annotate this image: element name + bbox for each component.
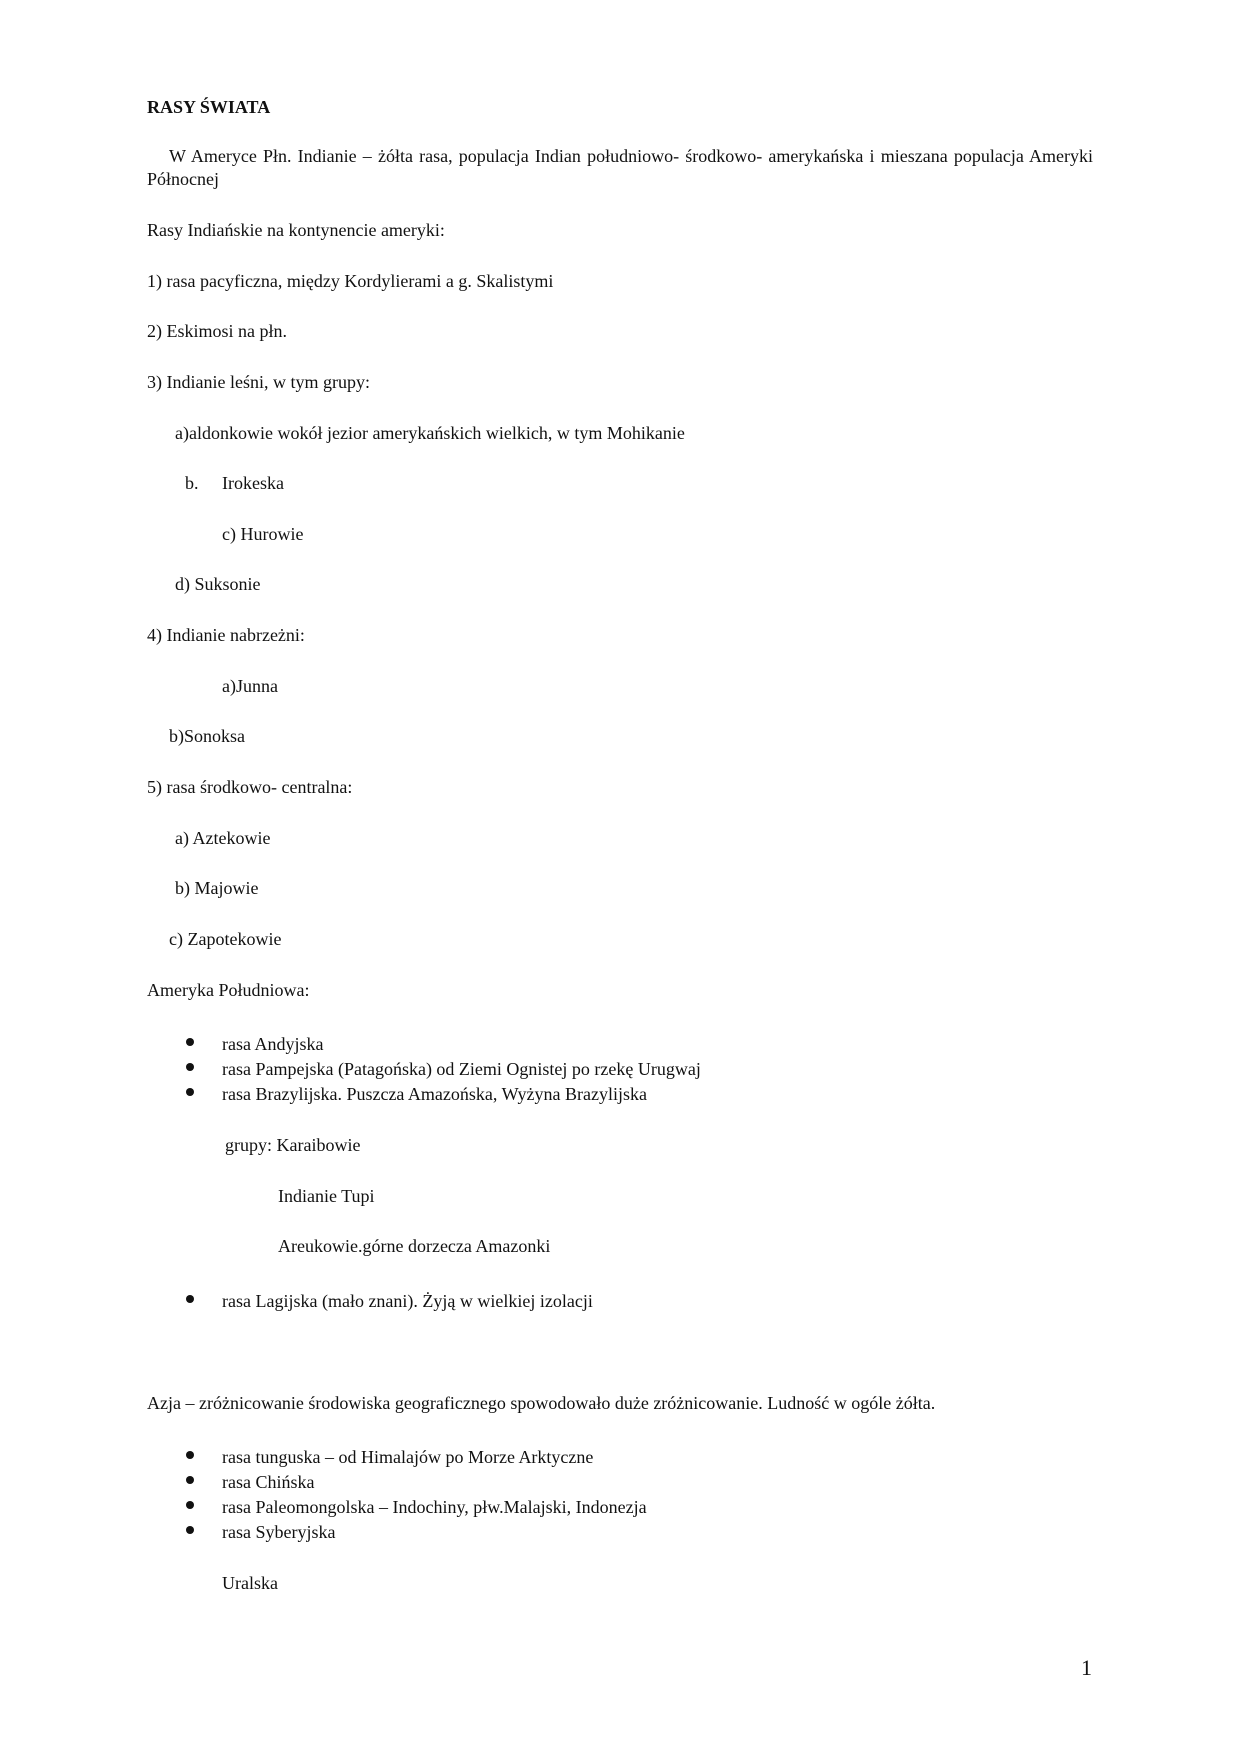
list-item-4b: b)Sonoksa (169, 726, 245, 746)
list-item-5b: b) Majowie (175, 878, 259, 898)
list-item-3b: Irokeska (222, 473, 284, 493)
bullet-icon (186, 1088, 194, 1096)
bullet-icon (186, 1526, 194, 1534)
list-item-5c: c) Zapotekowie (169, 929, 282, 949)
list-item-3d: d) Suksonie (175, 574, 261, 594)
asia-bullet-2: rasa Chińska (222, 1472, 315, 1492)
south-america-heading: Ameryka Południowa: (147, 980, 310, 1000)
bullet-icon (186, 1501, 194, 1509)
indian-races-heading: Rasy Indiańskie na kontynencie ameryki: (147, 220, 445, 240)
group-tupi: Indianie Tupi (278, 1186, 375, 1206)
list-item-3b-marker: b. (185, 473, 199, 493)
asia-bullet-4: rasa Syberyjska (222, 1522, 336, 1542)
bullet-icon (186, 1476, 194, 1484)
sa-bullet-2: rasa Pampejska (Patagońska) od Ziemi Ognistej po rzekę Urugwaj (222, 1059, 701, 1079)
sa-bullet-4: rasa Lagijska (mało znani). Żyją w wielkiej izolacji (222, 1291, 593, 1311)
bullet-icon (186, 1451, 194, 1459)
page-number: 1 (1081, 1655, 1092, 1680)
sa-bullet-3: rasa Brazylijska. Puszcza Amazońska, Wyżyna Brazylijska (222, 1084, 647, 1104)
page-title: RASY ŚWIATA (147, 97, 271, 117)
bullet-icon (186, 1295, 194, 1303)
group-areukowie: Areukowie.górne dorzecza Amazonki (278, 1236, 551, 1256)
groups-line: grupy: Karaibowie (225, 1135, 361, 1155)
sa-bullet-1: rasa Andyjska (222, 1034, 324, 1054)
bullet-icon (186, 1063, 194, 1071)
list-item-5: 5) rasa środkowo- centralna: (147, 777, 353, 797)
list-item-4: 4) Indianie nabrzeżni: (147, 625, 305, 645)
list-item-4a: a)Junna (222, 676, 278, 696)
list-item-5a: a) Aztekowie (175, 828, 271, 848)
list-item-3c: c) Hurowie (222, 524, 304, 544)
asia-bullet-3: rasa Paleomongolska – Indochiny, płw.Malajski, Indonezja (222, 1497, 647, 1517)
list-item-1: 1) rasa pacyficzna, między Kordylierami a g. Skalistymi (147, 271, 554, 291)
asia-bullet-1: rasa tunguska – od Himalajów po Morze Arktyczne (222, 1447, 594, 1467)
bullet-icon (186, 1038, 194, 1046)
asia-intro: Azja – zróżnicowanie środowiska geograficznego spowodowało duże zróżnicowanie. Ludność w ogóle żółta. (147, 1393, 936, 1413)
list-item-3a: a)aldonkowie wokół jezior amerykańskich wielkich, w tym Mohikanie (175, 423, 685, 443)
uralska-line: Uralska (222, 1573, 278, 1593)
list-item-2: 2) Eskimosi na płn. (147, 321, 287, 341)
list-item-3: 3) Indianie leśni, w tym grupy: (147, 372, 370, 392)
intro-paragraph: W Ameryce Płn. Indianie – żółta rasa, populacja Indian południowo- środkowo- amerykańska i mieszana populacja Ameryki Północnej (147, 146, 1093, 189)
